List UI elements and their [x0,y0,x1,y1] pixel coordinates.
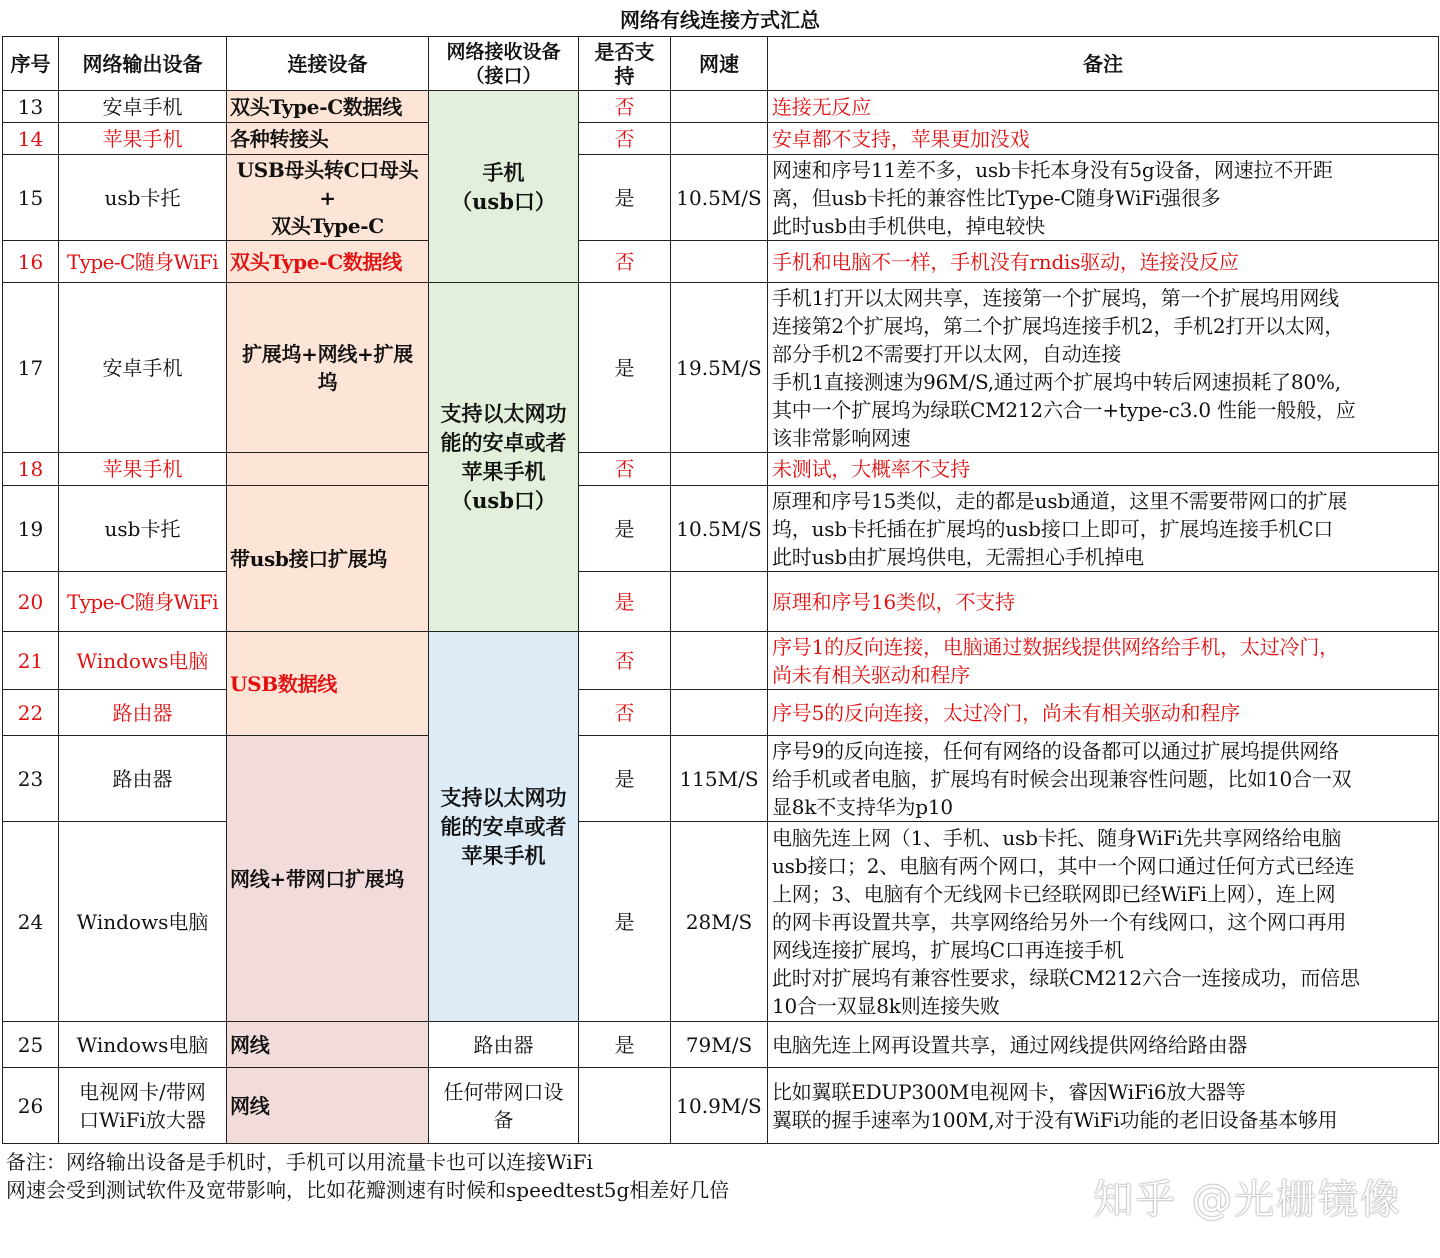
output-cell: 苹果手机 [59,453,227,486]
connect-cell: 带usb接口扩展坞 [227,486,429,632]
footer-note-1: 备注：网络输出设备是手机时，手机可以用流量卡也可以连接WiFi [6,1150,593,1174]
note-cell [768,155,1439,241]
support-cell [579,1068,671,1144]
seq-cell: 22 [3,690,59,736]
output-cell: Type-C随身WiFi [59,241,227,283]
note-line: 尚未有相关驱动和程序 [772,662,970,687]
support-cell: 是 [579,1022,671,1068]
seq-cell: 13 [3,91,59,123]
speed-cell [671,632,768,690]
output-line: 口WiFi放大器 [79,1107,206,1132]
table-row [3,123,1439,155]
note-line: 原理和序号15类似，走的都是usb通道，这里不需要带网口的扩展 [772,488,1348,513]
connect-cell-empty [227,453,429,486]
recv-line: 手机 [482,159,525,185]
note-line: 序号1的反向连接，电脑通过数据线提供网络给手机，太过冷门， [772,634,1339,659]
seq-cell: 20 [3,572,59,632]
seq-cell: 17 [3,283,59,453]
table-row [3,453,1439,486]
recv-line: 备 [493,1107,514,1132]
seq-cell: 16 [3,241,59,283]
note-line: 给手机或者电脑，扩展坞有时候会出现兼容性问题，比如10合一双 [772,766,1352,791]
note-cell [768,91,1439,123]
table-row [3,486,1439,572]
footer-note-2: 网速会受到测试软件及宽带影响，比如花瓣测速有时候和speedtest5g相差好几倍 [6,1178,730,1202]
note-line: 序号9的反向连接，任何有网络的设备都可以通过扩展坞提供网络 [772,738,1339,763]
note-line: usb接口；2、电脑有两个网口，其中一个网口通过任何方式已经连 [772,853,1355,878]
output-cell: Windows电脑 [59,1022,227,1068]
note-cell [768,1068,1439,1144]
connect-line: USB母头转C口母头+ [236,157,419,210]
support-cell: 是 [579,572,671,632]
speed-cell [671,241,768,283]
header-speed: 网速 [671,37,768,91]
seq-cell: 19 [3,486,59,572]
note-line: 电脑先连上网再设置共享，通过网线提供网络给路由器 [772,1032,1248,1057]
table-row [3,822,1439,1022]
output-cell: 路由器 [59,736,227,822]
connect-cell: 双头Type-C数据线 [227,91,429,123]
output-cell: 安卓手机 [59,91,227,123]
note-line: 手机1直接测速为96M/S,通过两个扩展坞中转后网速损耗了80%, [772,369,1341,394]
support-cell: 是 [579,736,671,822]
note-line: 电脑先连上网（1、手机、usb卡托、随身WiFi先共享网络给电脑 [772,825,1342,850]
speed-cell: 115M/S [671,736,768,822]
note-line: 原理和序号16类似，不支持 [772,589,1015,614]
connect-line: 双头Type-C [271,213,384,238]
seq-cell: 15 [3,155,59,241]
seq-cell: 25 [3,1022,59,1068]
note-cell [768,123,1439,155]
note-line: 10合一双显8k则连接失败 [772,993,1000,1018]
header-recv [429,37,579,91]
output-cell: usb卡托 [59,486,227,572]
note-line: 比如翼联EDUP300M电视网卡，睿因WiFi6放大器等 [772,1079,1246,1104]
support-cell: 否 [579,241,671,283]
seq-cell: 23 [3,736,59,822]
output-line: 电视网卡/带网 [79,1079,206,1104]
connect-cell: 双头Type-C数据线 [227,241,429,283]
note-line: 安卓都不支持，苹果更加没戏 [772,126,1030,151]
output-cell: Windows电脑 [59,632,227,690]
support-cell: 否 [579,690,671,736]
speed-cell: 10.5M/S [671,486,768,572]
note-line: 未测试，大概率不支持 [772,457,970,481]
output-cell [59,1068,227,1144]
header-recv-line2: （接口） [465,64,542,87]
support-cell: 否 [579,632,671,690]
seq-cell: 24 [3,822,59,1022]
note-line: 网速和序号11差不多，usb卡托本身没有5g设备，网速拉不开距 [772,157,1333,182]
header-connect: 连接设备 [227,37,429,91]
header-seq: 序号 [3,37,59,91]
header-support-line2: 持 [614,63,635,88]
header-recv-line1: 网络接收设备 [446,40,561,63]
support-cell: 是 [579,155,671,241]
speed-cell [671,690,768,736]
note-line: 翼联的握手速率为100M,对于没有WiFi功能的老旧设备基本够用 [772,1107,1338,1132]
note-line: 此时对扩展坞有兼容性要求，绿联CM212六合一连接成功，而倍思 [772,965,1360,990]
note-line: 序号5的反向连接，太过冷门，尚未有相关驱动和程序 [772,700,1240,725]
recv-group-phone-usb [429,91,579,283]
note-cell [768,736,1439,822]
recv-cell [429,1068,579,1144]
support-cell: 否 [579,123,671,155]
note-line: 手机和电脑不一样，手机没有rndis驱动，连接没反应 [772,249,1239,274]
seq-cell: 26 [3,1068,59,1144]
header-support [579,37,671,91]
note-line: 此时usb由手机供电，掉电较快 [772,213,1045,238]
recv-line: 能的安卓或者 [440,814,567,839]
recv-line: （usb口） [451,188,556,214]
speed-cell: 79M/S [671,1022,768,1068]
table-row [3,283,1439,453]
support-cell: 是 [579,822,671,1022]
speed-cell [671,123,768,155]
header-support-line1: 是否支 [594,39,655,64]
connect-cell: 网线 [227,1022,429,1068]
speed-cell [671,572,768,632]
table-row [3,155,1439,241]
output-cell: usb卡托 [59,155,227,241]
recv-line: 苹果手机 [461,459,546,484]
note-line: 连接第2个扩展坞，第二个扩展坞连接手机2，手机2打开以太网， [772,313,1345,338]
note-cell [768,453,1439,486]
table-row [3,736,1439,822]
output-cell: Windows电脑 [59,822,227,1022]
header-row [3,37,1439,91]
speed-cell: 10.5M/S [671,155,768,241]
recv-group-ethernet-phone [429,632,579,1022]
connect-cell: USB数据线 [227,632,429,736]
note-line: 显8k不支持华为p10 [772,794,953,819]
table-row [3,1068,1439,1144]
note-cell [768,690,1439,736]
recv-cell: 路由器 [429,1022,579,1068]
table-row [3,690,1439,736]
table-row [3,91,1439,123]
connect-line: 坞 [317,369,338,394]
note-line: 其中一个扩展坞为绿联CM212六合一+type-c3.0 性能一般般，应 [772,397,1356,422]
note-line: 离，但usb卡托的兼容性比Type-C随身WiFi强很多 [772,185,1221,210]
table-row [3,241,1439,283]
recv-line: 任何带网口设 [443,1079,564,1104]
note-line: 此时usb由扩展坞供电，无需担心手机掉电 [772,544,1144,569]
note-cell [768,572,1439,632]
support-cell: 是 [579,283,671,453]
table-row [3,632,1439,690]
note-line: 部分手机2不需要打开以太网，自动连接 [772,341,1122,366]
connect-cell [227,283,429,453]
seq-cell: 21 [3,632,59,690]
speed-cell: 28M/S [671,822,768,1022]
recv-line: 支持以太网功 [440,401,567,426]
connect-cell: 网线+带网口扩展坞 [227,736,429,1022]
note-line: 该非常影响网速 [772,425,911,450]
note-cell [768,632,1439,690]
note-cell [768,1022,1439,1068]
connect-cell: 网线 [227,1068,429,1144]
connection-table [2,36,1439,1144]
recv-line: 能的安卓或者 [440,430,567,455]
recv-line: 支持以太网功 [440,785,567,810]
note-line: 的网卡再设置共享，共享网络给另外一个有线网口，这个网口再用 [772,909,1347,934]
seq-cell: 14 [3,123,59,155]
connect-line: 扩展坞+网线+扩展 [242,341,413,366]
output-cell: 苹果手机 [59,123,227,155]
speed-cell [671,453,768,486]
speed-cell: 19.5M/S [671,283,768,453]
note-line: 手机1打开以太网共享，连接第一个扩展坞，第一个扩展坞用网线 [772,285,1339,310]
speed-cell [671,91,768,123]
output-cell: Type-C随身WiFi [59,572,227,632]
note-cell [768,283,1439,453]
watermark: 知乎 @光栅镜像 [1093,1177,1402,1223]
support-cell: 是 [579,486,671,572]
output-cell: 路由器 [59,690,227,736]
table-row [3,1022,1439,1068]
output-cell: 安卓手机 [59,283,227,453]
note-cell [768,822,1439,1022]
header-note: 备注 [768,37,1439,91]
note-line: 坞，usb卡托插在扩展坞的usb接口上即可，扩展坞连接手机C口 [772,516,1333,541]
note-line: 上网；3、电脑有个无线网卡已经联网即已经WiFi上网），连上网 [772,881,1336,906]
recv-group-ethernet-phone-usb [429,283,579,632]
recv-line: （usb口） [451,488,556,513]
note-line: 网线连接扩展坞，扩展坞C口再连接手机 [772,937,1124,962]
connect-cell [227,155,429,241]
connect-cell: 各种转接头 [227,123,429,155]
table-row [3,572,1439,632]
header-output: 网络输出设备 [59,37,227,91]
note-cell [768,241,1439,283]
note-line: 连接无反应 [772,94,871,119]
seq-cell: 18 [3,453,59,486]
recv-line: 苹果手机 [461,843,546,868]
support-cell: 否 [579,91,671,123]
support-cell: 否 [579,453,671,486]
speed-cell: 10.9M/S [671,1068,768,1144]
note-cell [768,486,1439,572]
page-title: 网络有线连接方式汇总 [620,8,820,32]
